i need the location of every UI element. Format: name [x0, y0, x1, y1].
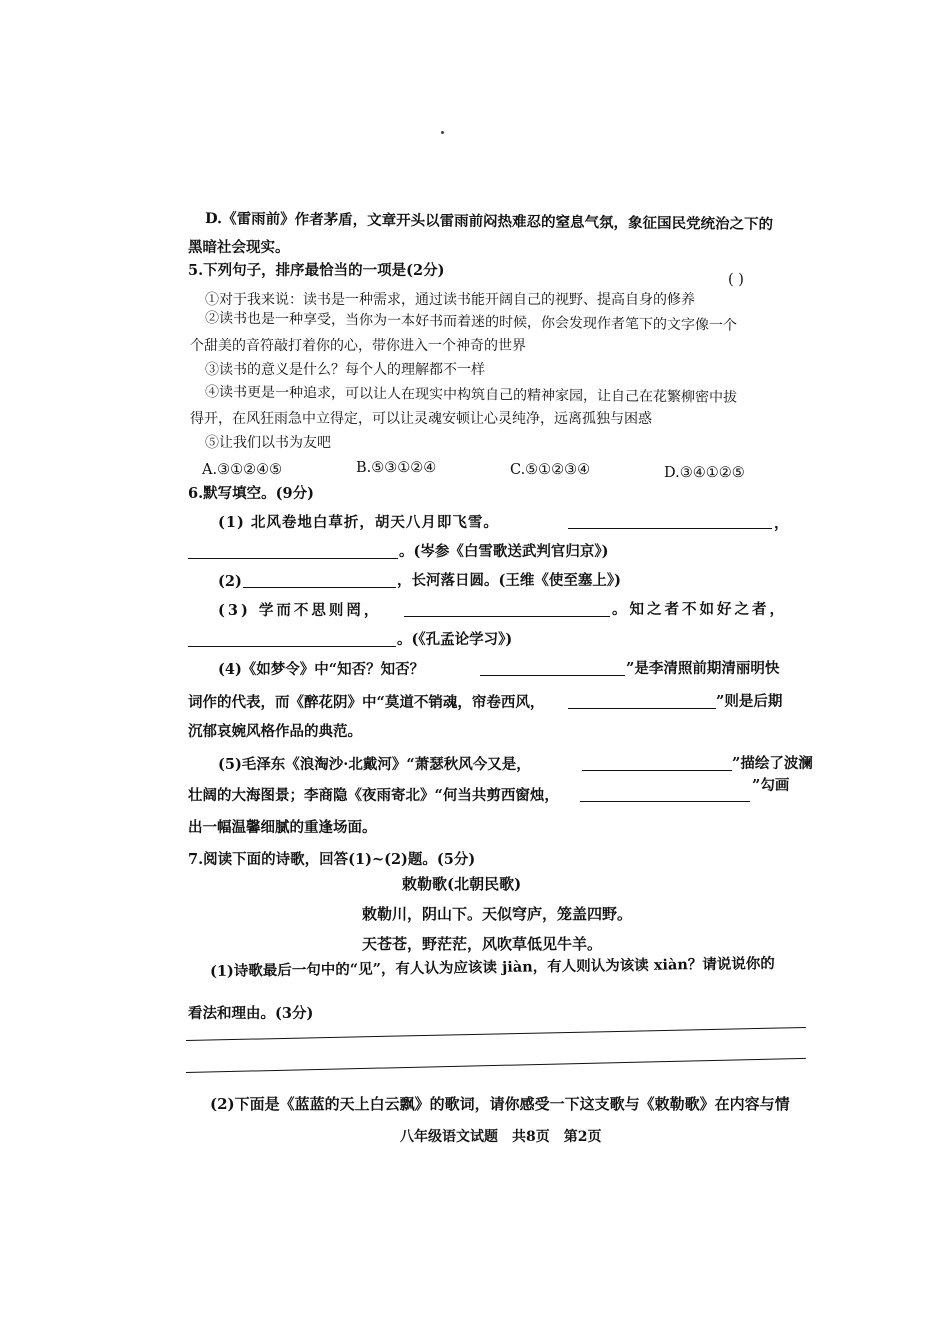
q5-sentence-2-line1: ②读书也是一种享受，当你为一本好书而着迷的时候，你会发现作者笔下的文字像一个 — [204, 310, 738, 334]
q5-answer-bracket: ( ) — [728, 272, 744, 288]
q6-item5-e: 出一幅温馨细腻的重逢场面。 — [188, 819, 377, 836]
q5-option-c: C.⑤①②③④ — [510, 462, 591, 478]
q5-option-d: D.③④①②⑤ — [664, 465, 745, 481]
q5-stem: 5.下列句子，排序最恰当的一项是(2分) — [188, 262, 445, 279]
q5-sentence-3: ③读书的意义是什么？每个人的理解都不一样 — [205, 362, 485, 378]
q6-item4-a: (4)《如梦令》中“知否？知否？ — [218, 661, 425, 678]
q7-stem: 7.阅读下面的诗歌，回答(1)~(2)题。(5分) — [188, 851, 476, 868]
q6-item5-blank-b — [580, 801, 750, 802]
q6-item3-text: (3) 学而不思则罔， — [218, 602, 382, 619]
q6-item2-label: (2) — [218, 573, 242, 590]
q6-item1-blank-a — [568, 528, 772, 529]
q5-sentence-4-line2: 得开，在风狂雨急中立得定，可以让灵魂安顿让心灵纯净，远离孤独与困惑 — [190, 411, 652, 427]
q6-item5-d: ”勾画 — [752, 777, 790, 794]
q6-item5-a: (5)毛泽东《浪淘沙·北戴河》“萧瑟秋风今又是， — [218, 756, 531, 773]
answer-line-2 — [186, 1058, 806, 1073]
q5-sentence-5: ⑤让我们以书为友吧 — [205, 435, 331, 451]
q4-option-d-line2: 黑暗社会现实。 — [188, 239, 290, 256]
q5-option-b: B.⑤③①②④ — [356, 460, 437, 476]
q6-stem: 6.默写填空。(9分) — [188, 485, 314, 502]
q6-item3-blank-b — [188, 646, 396, 647]
q6-item3-text2: 。知之者不如好之者， — [612, 601, 787, 618]
q6-item2-blank — [243, 587, 396, 588]
q6-item1-source: 。(岑参《白雪歌送武判官归京》) — [399, 543, 609, 560]
q6-item1-text: (1) 北风卷地白草折，胡天八月即飞雪。 — [218, 514, 499, 531]
q4-option-d-line1: D.《雷雨前》作者茅盾，文章开头以雷雨前闷热难忍的窒息气氛，象征国民党统治之下的 — [204, 210, 774, 233]
poem-line-2: 天苍苍，野茫茫，风吹草低见牛羊。 — [362, 935, 603, 953]
answer-line-1 — [186, 1027, 806, 1041]
q5-option-a: A.③①②④⑤ — [202, 462, 283, 478]
page-footer: 八年级语文试题 共8页 第2页 — [400, 1129, 602, 1145]
q6-item4-c: 词作的代表，而《醉花阴》中“莫道不销魂，帘卷西风， — [188, 694, 545, 711]
q6-item4-e: 沉郁哀婉风格作品的典范。 — [188, 723, 362, 740]
q7-sub2: (2)下面是《蓝蓝的天上白云飘》的歌词，请你感受一下这支歌与《敕勒歌》在内容与情 — [210, 1095, 790, 1113]
q6-item3-source: 。(《孔孟论学习》) — [397, 631, 513, 648]
q6-item2-text: ，长河落日圆。(王维《使至塞上》) — [397, 572, 621, 589]
poem-title: 敕勒歌(北朝民歌) — [402, 875, 522, 893]
q5-sentence-4-line1: ④读书更是一种追求，可以让人在现实中构筑自己的精神家园，让自己在花繁柳密中拔 — [204, 384, 738, 406]
q7-sub1-line1: (1)诗歌最后一句中的“见”，有人认为应该读 jiàn，有人则认为该读 xiàn？请说说你的 — [209, 955, 775, 980]
q6-item5-c: 壮阔的大海图景；李商隐《夜雨寄北》“何当共剪西窗烛， — [188, 787, 559, 804]
q6-item1-comma: ， — [774, 515, 789, 532]
scan-speck — [441, 131, 444, 134]
q6-item1-blank-b — [188, 558, 398, 559]
q6-item5-b: ”描绘了波澜 — [732, 755, 813, 772]
q5-sentence-1: ①对于我来说：读书是一种需求，通过读书能开阔自己的视野、提高自身的修养 — [205, 292, 695, 308]
q5-sentence-2-line2: 个甜美的音符敲打着你的心，带你进入一个神奇的世界 — [190, 338, 526, 354]
q6-item4-blank-b — [568, 708, 716, 709]
q7-sub1-line2: 看法和理由。(3分) — [188, 1005, 314, 1022]
q6-item5-blank-a — [582, 770, 732, 771]
q6-item4-b: ”是李清照前期清丽明快 — [626, 660, 780, 677]
poem-line-1: 敕勒川，阴山下。天似穹庐，笼盖四野。 — [362, 905, 633, 923]
q6-item3-blank-a — [404, 616, 610, 617]
q6-item4-d: ”则是后期 — [716, 693, 783, 710]
q6-item4-blank-a — [480, 675, 625, 676]
